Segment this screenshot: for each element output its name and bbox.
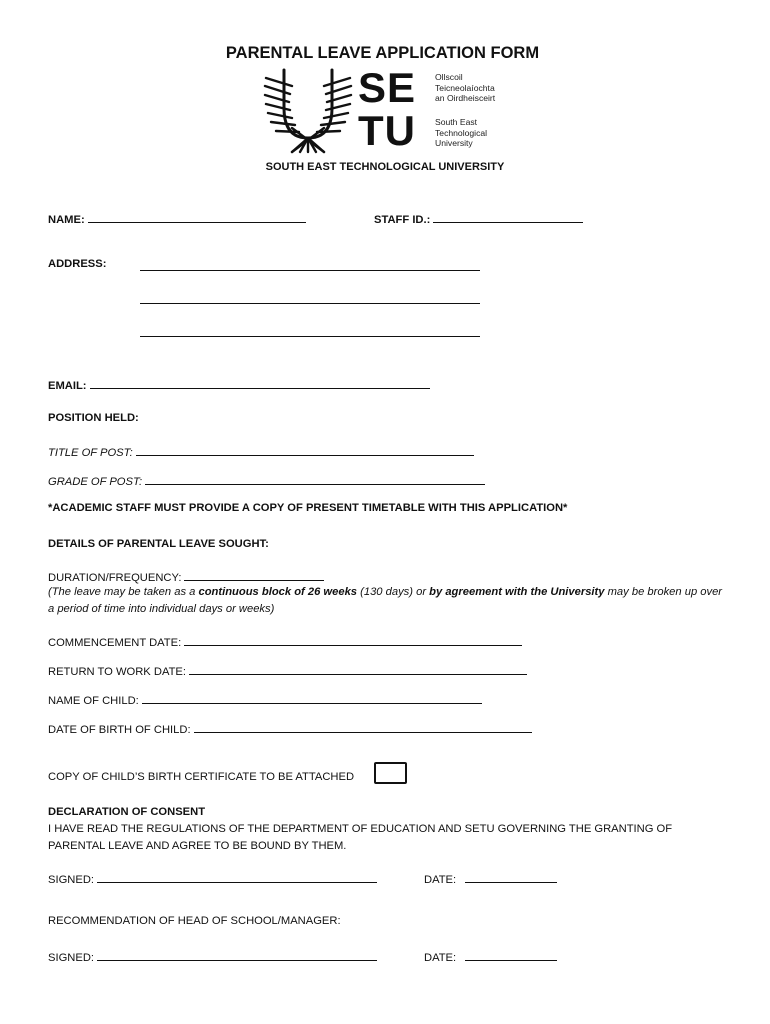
declaration-signed-line[interactable] bbox=[97, 872, 377, 883]
email-line[interactable] bbox=[90, 378, 430, 389]
setu-logo bbox=[262, 66, 512, 156]
duration-line[interactable] bbox=[184, 570, 324, 581]
email-label: EMAIL: bbox=[48, 380, 87, 392]
details-heading: DETAILS OF PARENTAL LEAVE SOUGHT: bbox=[48, 538, 269, 550]
child-dob-field[interactable] bbox=[48, 722, 532, 736]
position-held-heading: POSITION HELD: bbox=[48, 412, 139, 424]
recommendation-signed-field[interactable] bbox=[48, 950, 377, 964]
name-line[interactable] bbox=[88, 212, 306, 223]
grade-of-post-field[interactable] bbox=[48, 474, 485, 488]
birth-cert-checkbox[interactable] bbox=[374, 762, 407, 784]
declaration-date-label: DATE: bbox=[424, 874, 457, 886]
address-label: ADDRESS: bbox=[48, 258, 107, 270]
commencement-date-field[interactable] bbox=[48, 635, 522, 649]
child-dob-line[interactable] bbox=[194, 722, 532, 733]
name-label: NAME: bbox=[48, 214, 85, 226]
title-of-post-line[interactable] bbox=[136, 445, 474, 456]
title-of-post-field[interactable] bbox=[48, 445, 474, 459]
staff-id-label: STAFF ID.: bbox=[374, 214, 431, 226]
address-line-2[interactable] bbox=[140, 291, 480, 304]
declaration-heading: DECLARATION OF CONSENT bbox=[48, 806, 206, 818]
grade-of-post-label: GRADE OF POST: bbox=[48, 476, 143, 488]
return-date-line[interactable] bbox=[189, 664, 527, 675]
logo-letters-se: SE bbox=[358, 64, 417, 111]
address-line-1[interactable] bbox=[140, 258, 480, 271]
declaration-date-field[interactable] bbox=[424, 872, 557, 886]
duration-note-bold-1: continuous block of 26 weeks bbox=[198, 586, 358, 598]
recommendation-date-field[interactable] bbox=[424, 950, 557, 964]
name-field[interactable] bbox=[48, 212, 306, 226]
university-name: SOUTH EAST TECHNOLOGICAL UNIVERSITY bbox=[265, 161, 505, 173]
email-field[interactable] bbox=[48, 378, 430, 392]
duration-note-part5: may be broken up over a period of time into individual days or weeks) bbox=[48, 586, 723, 615]
grade-of-post-line[interactable] bbox=[145, 474, 485, 485]
return-date-label: RETURN TO WORK DATE: bbox=[48, 666, 186, 678]
duration-note bbox=[48, 584, 728, 617]
declaration-date-line[interactable] bbox=[465, 872, 557, 883]
setu-emblem-icon bbox=[262, 68, 354, 154]
logo-irish-name: Ollscoil Teicneolaíochta an Oirdheisceirt bbox=[435, 72, 496, 103]
duration-note-part3: (130 days) or bbox=[357, 586, 430, 598]
duration-note-bold-2: by agreement with the University bbox=[429, 586, 605, 598]
duration-field[interactable] bbox=[48, 570, 324, 584]
staff-id-line[interactable] bbox=[433, 212, 583, 223]
child-dob-label: DATE OF BIRTH OF CHILD: bbox=[48, 724, 191, 736]
form-title: PARENTAL LEAVE APPLICATION FORM bbox=[225, 44, 540, 62]
recommendation-date-label: DATE: bbox=[424, 952, 457, 964]
recommendation-signed-label: SIGNED: bbox=[48, 952, 95, 964]
child-name-label: NAME OF CHILD: bbox=[48, 695, 139, 707]
declaration-signed-field[interactable] bbox=[48, 872, 377, 886]
declaration-text: I HAVE READ THE REGULATIONS OF THE DEPARTMENT OF EDUCATION AND SETU GOVERNING THE GRANTING OF PARENTAL LEAVE AND AGREE TO BE BOUND BY THEM. bbox=[48, 823, 673, 852]
recommendation-signed-line[interactable] bbox=[97, 950, 377, 961]
declaration-signed-label: SIGNED: bbox=[48, 874, 95, 886]
return-date-field[interactable] bbox=[48, 664, 527, 678]
commencement-date-label: COMMENCEMENT DATE: bbox=[48, 637, 182, 649]
academic-notice: *ACADEMIC STAFF MUST PROVIDE A COPY OF PRESENT TIMETABLE WITH THIS APPLICATION* bbox=[48, 502, 568, 514]
title-of-post-label: TITLE OF POST: bbox=[48, 447, 133, 459]
logo-letters-tu: TU bbox=[358, 107, 416, 154]
commencement-date-line[interactable] bbox=[184, 635, 522, 646]
duration-note-part1: (The leave may be taken as a bbox=[48, 586, 199, 598]
child-name-line[interactable] bbox=[142, 693, 482, 704]
recommendation-date-line[interactable] bbox=[465, 950, 557, 961]
staff-id-field[interactable] bbox=[374, 212, 583, 226]
birth-cert-label: COPY OF CHILD’S BIRTH CERTIFICATE TO BE ATTACHED bbox=[48, 771, 355, 783]
recommendation-heading: RECOMMENDATION OF HEAD OF SCHOOL/MANAGER: bbox=[48, 915, 341, 927]
duration-label: DURATION/FREQUENCY: bbox=[48, 572, 182, 584]
address-line-3[interactable] bbox=[140, 324, 480, 337]
logo-english-name: South East Technological University bbox=[435, 117, 488, 148]
child-name-field[interactable] bbox=[48, 693, 482, 707]
